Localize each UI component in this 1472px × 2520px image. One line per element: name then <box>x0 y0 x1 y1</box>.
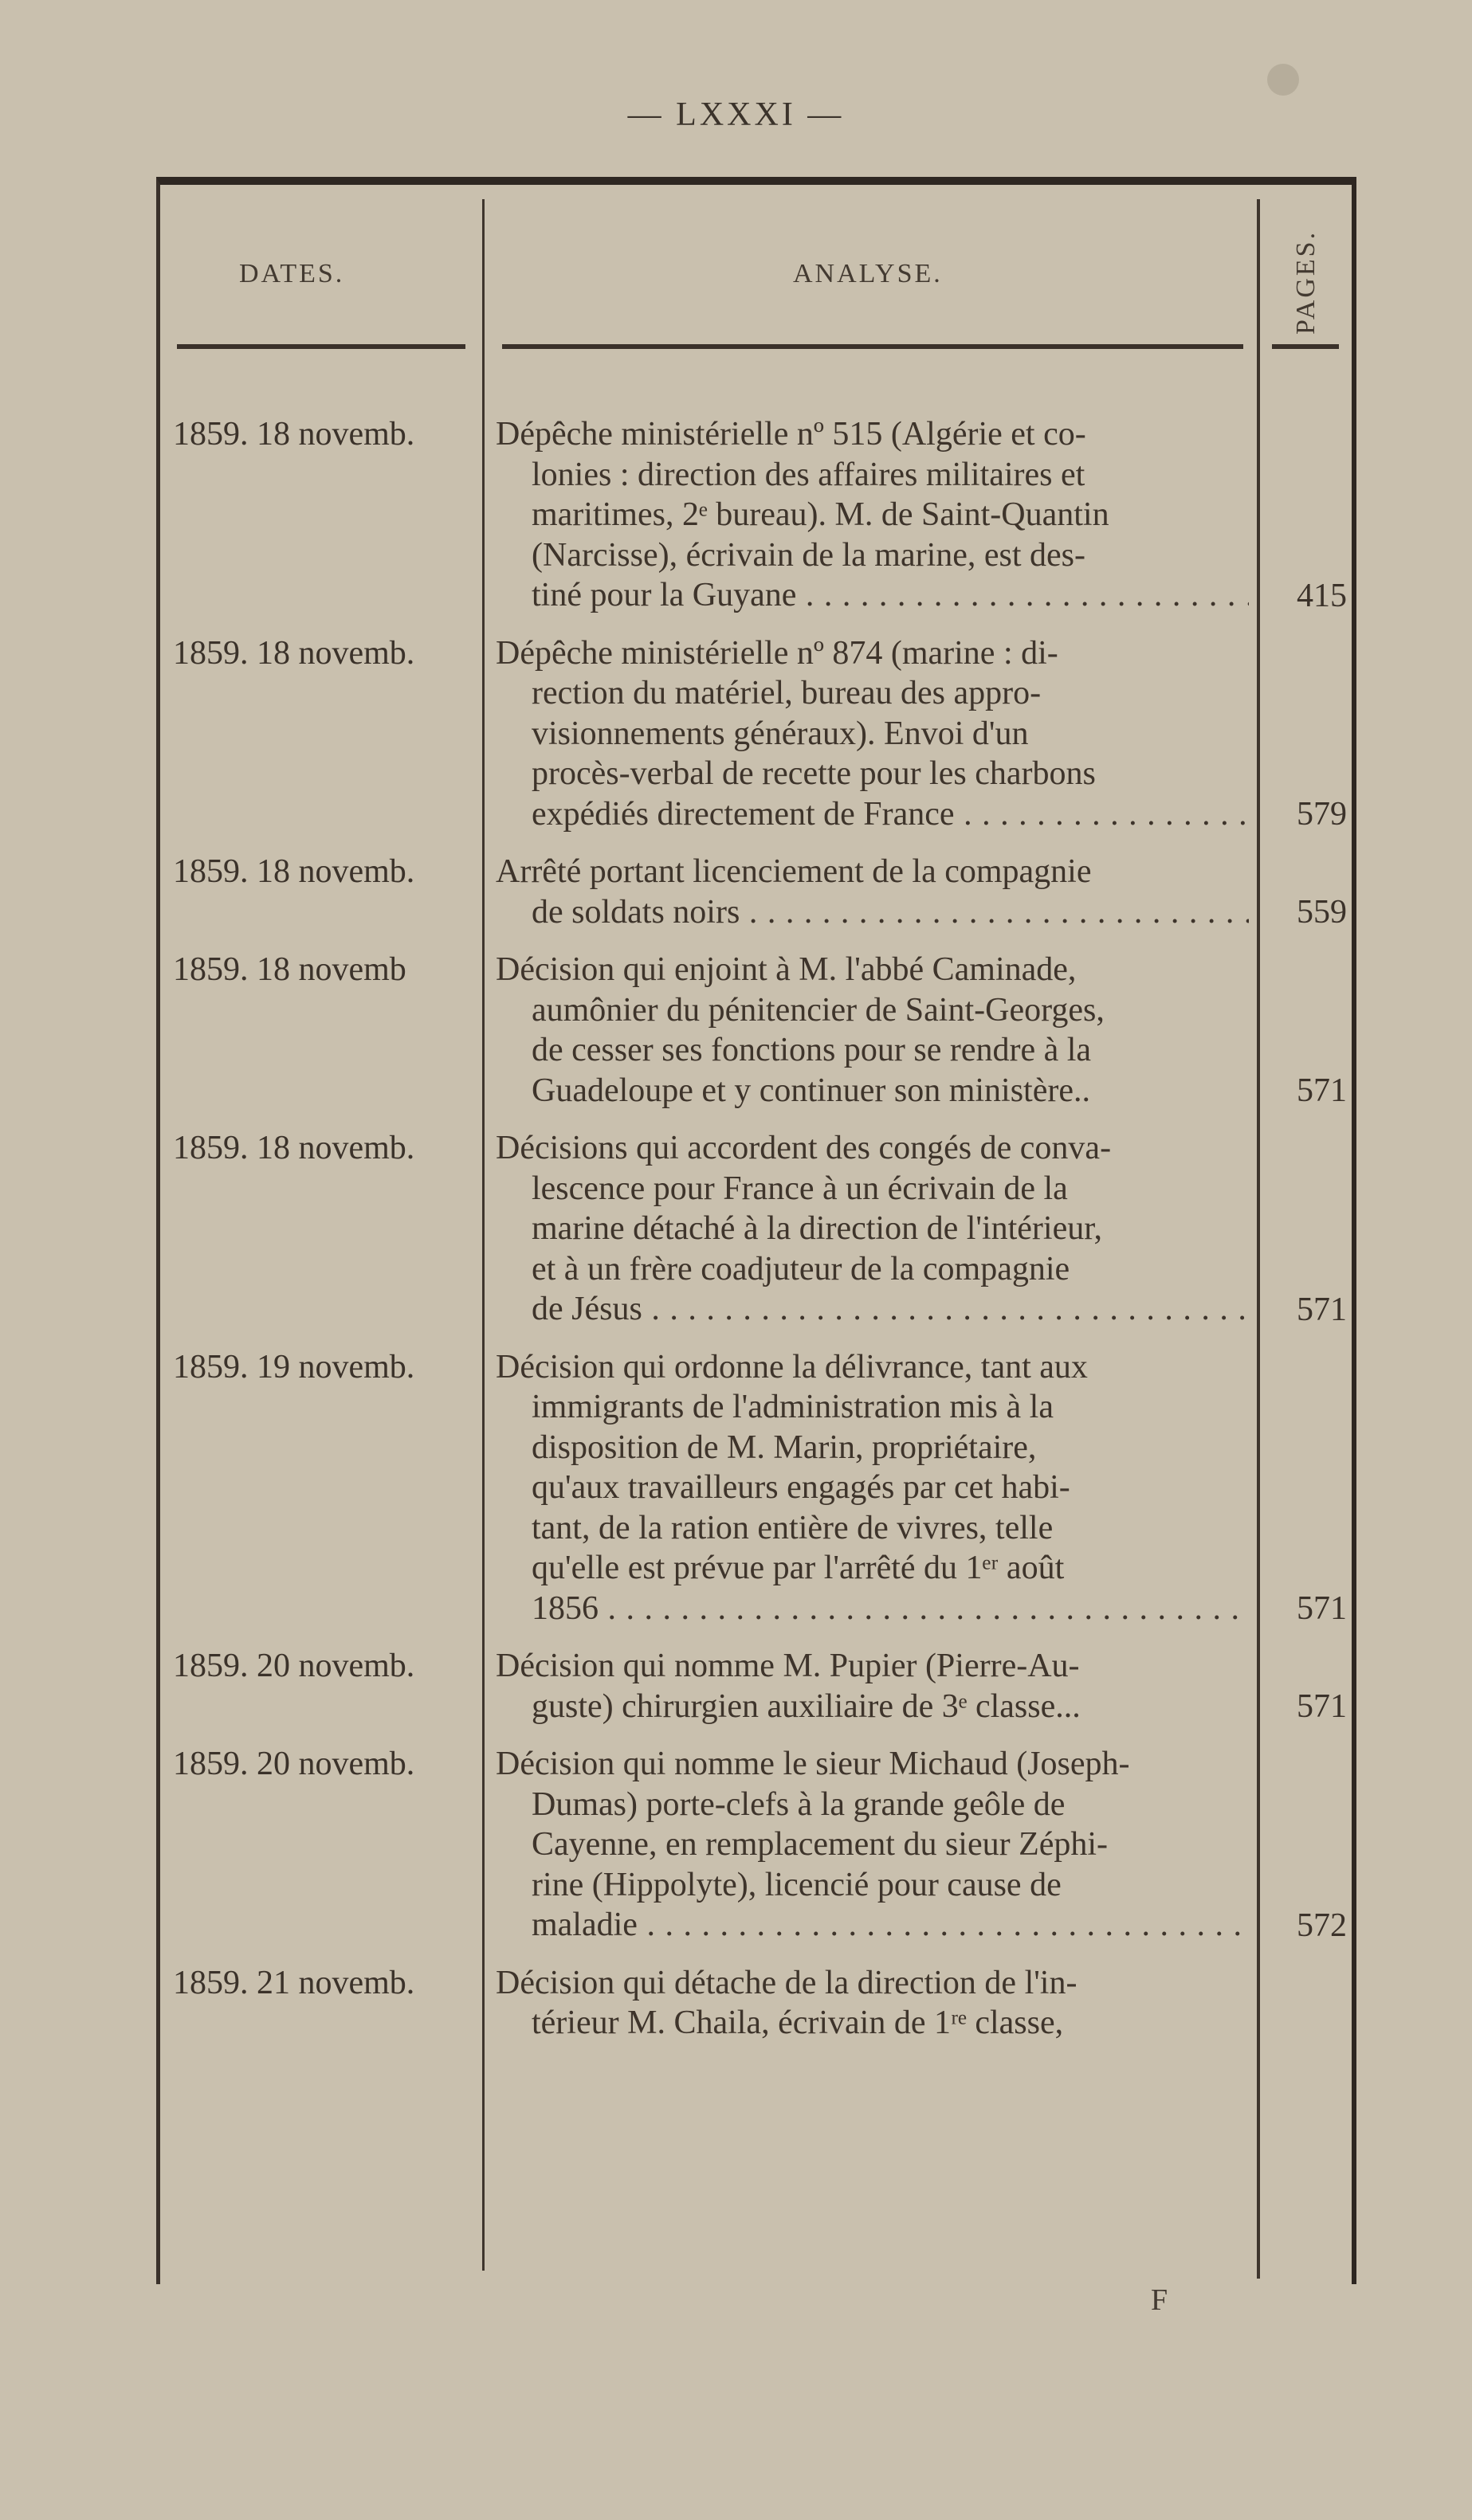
analysis-line: Décision qui nomme le sieur Michaud (Joseph- <box>496 1746 1130 1782</box>
table-row <box>0 414 1472 616</box>
signature-mark: F <box>1151 2283 1168 2317</box>
table-row <box>0 633 1472 835</box>
analysis-line: Guadeloupe et y continuer son ministère.. <box>532 1072 1090 1109</box>
table-row <box>0 1347 1472 1629</box>
analysis-line: qu'aux travailleurs engagés par cet habi- <box>532 1469 1070 1506</box>
analysis-line: de soldats noirs . . . <box>496 892 1249 933</box>
analysis-line: Décision qui enjoint à M. l'abbé Caminade, <box>496 951 1077 988</box>
analysis-line: lonies : direction des affaires militaires et <box>532 456 1085 493</box>
entry-analysis <box>496 950 1249 1111</box>
analysis-line: Dépêche ministérielle nº 515 (Algérie et co- <box>496 416 1086 453</box>
entry-date: 1859. 20 novemb. <box>173 1746 415 1782</box>
analysis-line: Décision qui ordonne la délivrance, tant aux <box>496 1348 1088 1385</box>
table-row <box>0 852 1472 932</box>
entry-page-number: 572 <box>1297 1907 1347 1944</box>
entry-analysis <box>496 414 1249 616</box>
entry-date: 1859. 18 novemb. <box>173 853 415 890</box>
analysis-line: et à un frère coadjuteur de la compagnie <box>532 1250 1070 1287</box>
table-row <box>0 1128 1472 1330</box>
entry-analysis <box>496 1128 1249 1330</box>
column-header-dates: DATES. <box>239 259 345 288</box>
column-header-pages: PAGES. <box>1291 229 1321 335</box>
header-rule-pages <box>1272 344 1339 349</box>
entry-analysis <box>496 1646 1249 1726</box>
entry-list <box>0 414 1472 2044</box>
header-rule-dates <box>177 344 465 349</box>
entry-date: 1859. 18 novemb <box>173 951 406 988</box>
table-row <box>0 1963 1472 2044</box>
table-row <box>0 1744 1472 1946</box>
entry-analysis <box>496 1963 1249 2044</box>
analysis-line: Décision qui détache de la direction de l'in- <box>496 1964 1078 2001</box>
table-row <box>0 950 1472 1111</box>
paper-stain <box>1267 64 1299 96</box>
entry-page-number: 579 <box>1297 796 1347 833</box>
analysis-line: rine (Hippolyte), licencié pour cause de <box>532 1866 1062 1903</box>
analysis-line: maladie . . . <box>496 1905 1249 1946</box>
analysis-line: tiné pour la Guyane . . . <box>496 575 1249 616</box>
analysis-line: de cesser ses fonctions pour se rendre à la <box>532 1032 1092 1068</box>
entry-page-number: 571 <box>1297 1688 1347 1725</box>
header-rule-analyse <box>502 344 1243 349</box>
analysis-line: marine détaché à la direction de l'intérieur, <box>532 1210 1103 1247</box>
analysis-line: aumônier du pénitencier de Saint-Georges, <box>532 991 1105 1029</box>
analysis-line: qu'elle est prévue par l'arrêté du 1ᵉʳ août <box>532 1550 1065 1586</box>
analysis-line: Dumas) porte-clefs à la grande geôle de <box>532 1785 1066 1823</box>
analysis-line: Décisions qui accordent des congés de conva- <box>496 1130 1112 1166</box>
analysis-line: Décision qui nomme M. Pupier (Pierre-Au- <box>496 1648 1080 1684</box>
entry-analysis <box>496 852 1249 932</box>
analysis-line: guste) chirurgien auxiliaire de 3ᵉ classe... <box>532 1687 1081 1725</box>
analysis-line: de Jésus . . . <box>496 1289 1249 1330</box>
entry-analysis <box>496 1347 1249 1629</box>
analysis-line: rection du matériel, bureau des appro- <box>532 675 1042 711</box>
analysis-line: disposition de M. Marin, propriétaire, <box>532 1429 1037 1466</box>
analysis-line: expédiés directement de France . . . <box>496 794 1249 835</box>
analysis-line: térieur M. Chaila, écrivain de 1ʳᵉ classe, <box>532 2005 1064 2041</box>
entry-date: 1859. 20 novemb. <box>173 1648 415 1684</box>
page-header: — LXXXI — <box>627 96 845 133</box>
analysis-line: visionnements généraux). Envoi d'un <box>532 715 1029 752</box>
analysis-line: (Narcisse), écrivain de la marine, est des- <box>532 536 1086 574</box>
entry-page-number: 559 <box>1297 894 1347 931</box>
entry-date: 1859. 21 novemb. <box>173 1964 415 2001</box>
column-header-analyse: ANALYSE. <box>793 259 943 288</box>
analysis-line: lescence pour France à un écrivain de la <box>532 1170 1068 1207</box>
entry-date: 1859. 18 novemb. <box>173 634 415 672</box>
analysis-line: Arrêté portant licenciement de la compagnie <box>496 853 1092 890</box>
analysis-line: maritimes, 2ᵉ bureau). M. de Saint-Quantin <box>532 496 1109 533</box>
entry-page-number: 571 <box>1297 1590 1347 1627</box>
entry-date: 1859. 18 novemb. <box>173 416 415 453</box>
entry-date: 1859. 18 novemb. <box>173 1130 415 1166</box>
entry-page-number: 415 <box>1297 577 1347 614</box>
analysis-line: Cayenne, en remplacement du sieur Zéphi- <box>532 1826 1109 1863</box>
entry-analysis <box>496 1744 1249 1946</box>
analysis-line: tant, de la ration entière de vivres, telle <box>532 1509 1054 1546</box>
analysis-line: procès-verbal de recette pour les charbons <box>532 755 1096 792</box>
entry-page-number: 571 <box>1297 1291 1347 1328</box>
table-row <box>0 1646 1472 1726</box>
entry-page-number: 571 <box>1297 1072 1347 1109</box>
analysis-line: Dépêche ministérielle nº 874 (marine : di- <box>496 634 1058 672</box>
analysis-line: immigrants de l'administration mis à la <box>532 1389 1054 1425</box>
entry-analysis <box>496 633 1249 835</box>
entry-date: 1859. 19 novemb. <box>173 1348 415 1385</box>
analysis-line: 1856 . . . <box>496 1589 1249 1629</box>
